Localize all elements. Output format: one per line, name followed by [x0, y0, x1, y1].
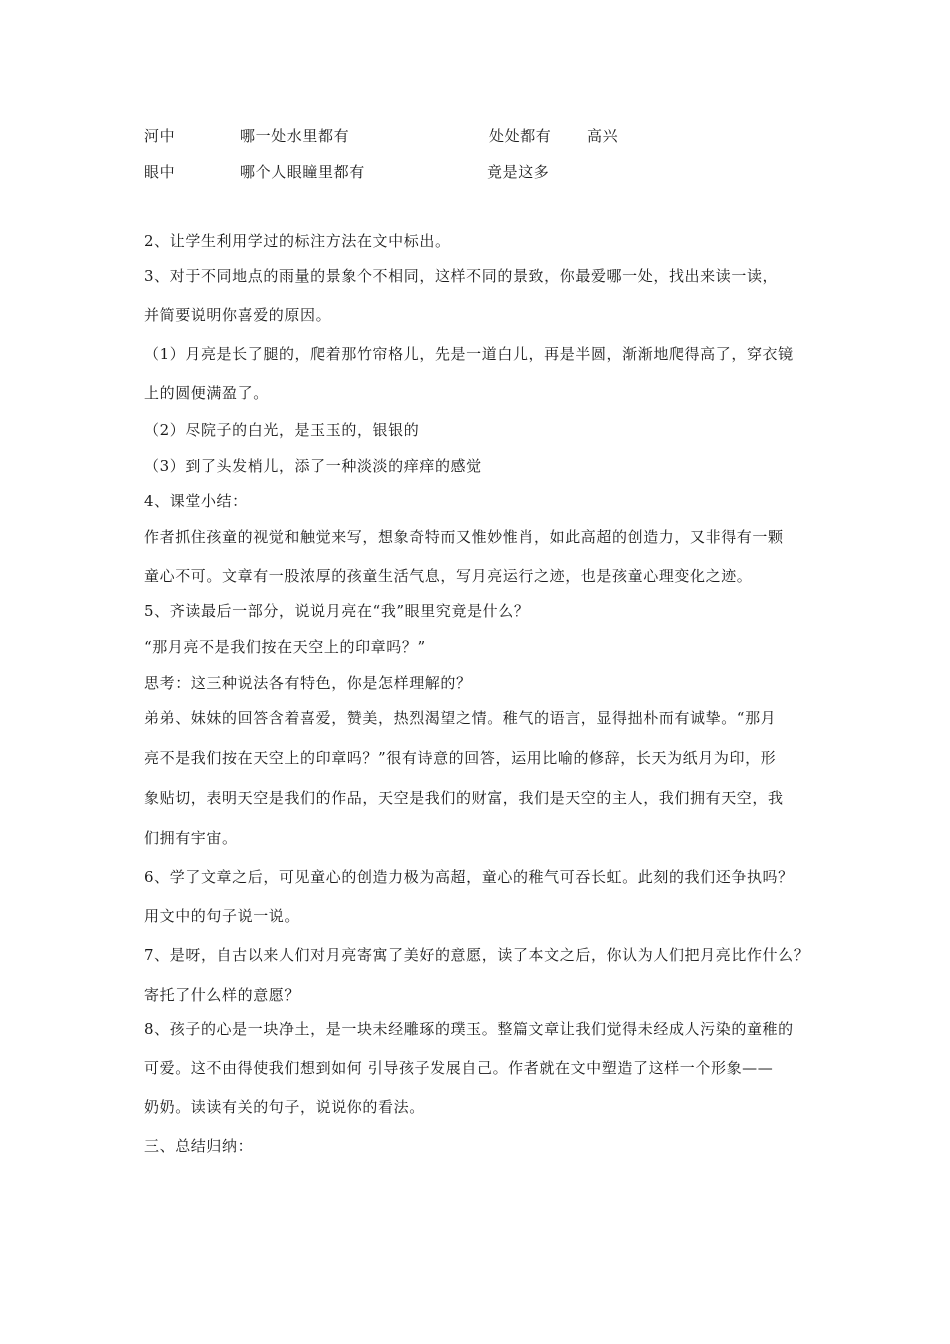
paragraph-line: 4、课堂小结：	[144, 492, 248, 510]
paragraph-line: 2、让学生利用学过的标注方法在文中标出。	[144, 232, 451, 250]
table-cell: 眼中	[144, 163, 176, 181]
paragraph-line: 寄托了什么样的意愿？	[144, 986, 301, 1004]
table-cell: 河中	[144, 127, 176, 145]
paragraph-line: （2）尽院子的白光，是玉玉的，银银的	[144, 421, 420, 439]
paragraph-line: 三、总结归纳：	[144, 1137, 254, 1155]
table-cell: 哪一处水里都有	[240, 127, 350, 145]
paragraph-line: 亮不是我们按在天空上的印章吗？”很有诗意的回答，运用比喻的修辞，长天为纸月为印，形	[144, 749, 777, 767]
paragraph-line: 3、对于不同地点的雨量的景象个不相同，这样不同的景致，你最爱哪一处，找出来读一读，	[144, 267, 779, 285]
paragraph-line: 8、孩子的心是一块净土，是一块未经雕琢的璞玉。整篇文章让我们觉得未经成人污染的童稚的	[144, 1020, 794, 1038]
paragraph-line: 弟弟、妹妹的回答含着喜爱，赞美，热烈渴望之情。稚气的语言，显得拙朴而有诚挚。“那月	[144, 709, 777, 727]
paragraph-line: （1）月亮是长了腿的，爬着那竹帘格儿，先是一道白儿，再是半圆，渐渐地爬得高了，穿衣镜	[144, 345, 794, 363]
paragraph-line: 5、齐读最后一部分，说说月亮在“我”眼里究竟是什么？	[144, 602, 530, 620]
paragraph-line: 上的圆便满盈了。	[144, 384, 269, 402]
table-row	[0, 162, 950, 182]
paragraph-line: 并简要说明你喜爱的原因。	[144, 306, 332, 324]
table-cell: 高兴	[587, 127, 619, 145]
paragraph-line: 7、是呀，自古以来人们对月亮寄寓了美好的意愿，读了本文之后，你认为人们把月亮比作什么？	[144, 946, 810, 964]
table-cell: 竟是这多	[487, 163, 550, 181]
paragraph-line: 奶奶。读读有关的句子，说说你的看法。	[144, 1098, 425, 1116]
table-cell: 哪个人眼瞳里都有	[240, 163, 365, 181]
paragraph-line: 6、学了文章之后，可见童心的创造力极为高超，童心的稚气可吞长虹。此刻的我们还争执吗？	[144, 868, 794, 886]
paragraph-line: 用文中的句子说一说。	[144, 907, 301, 925]
paragraph-line: 可爱。这不由得使我们想到如何 引导孩子发展自己。作者就在文中塑造了这样一个形象——	[144, 1059, 774, 1077]
paragraph-line: （3）到了头发梢儿，添了一种淡淡的痒痒的感觉	[144, 457, 482, 475]
table-cell: 处处都有	[489, 127, 552, 145]
paragraph-line: 作者抓住孩童的视觉和触觉来写，想象奇特而又惟妙惟肖，如此高超的创造力，又非得有一颗	[144, 528, 784, 546]
paragraph-line: 象贴切，表明天空是我们的作品，天空是我们的财富，我们是天空的主人，我们拥有天空，我	[144, 789, 784, 807]
paragraph-line: 童心不可。文章有一股浓厚的孩童生活气息，写月亮运行之迹，也是孩童心理变化之迹。	[144, 567, 753, 585]
table-row	[0, 126, 950, 146]
paragraph-line: “那月亮不是我们按在天空上的印章吗？”	[144, 638, 426, 656]
paragraph-line: 们拥有宇宙。	[144, 829, 238, 847]
paragraph-line: 思考：这三种说法各有特色，你是怎样理解的？	[144, 674, 472, 692]
